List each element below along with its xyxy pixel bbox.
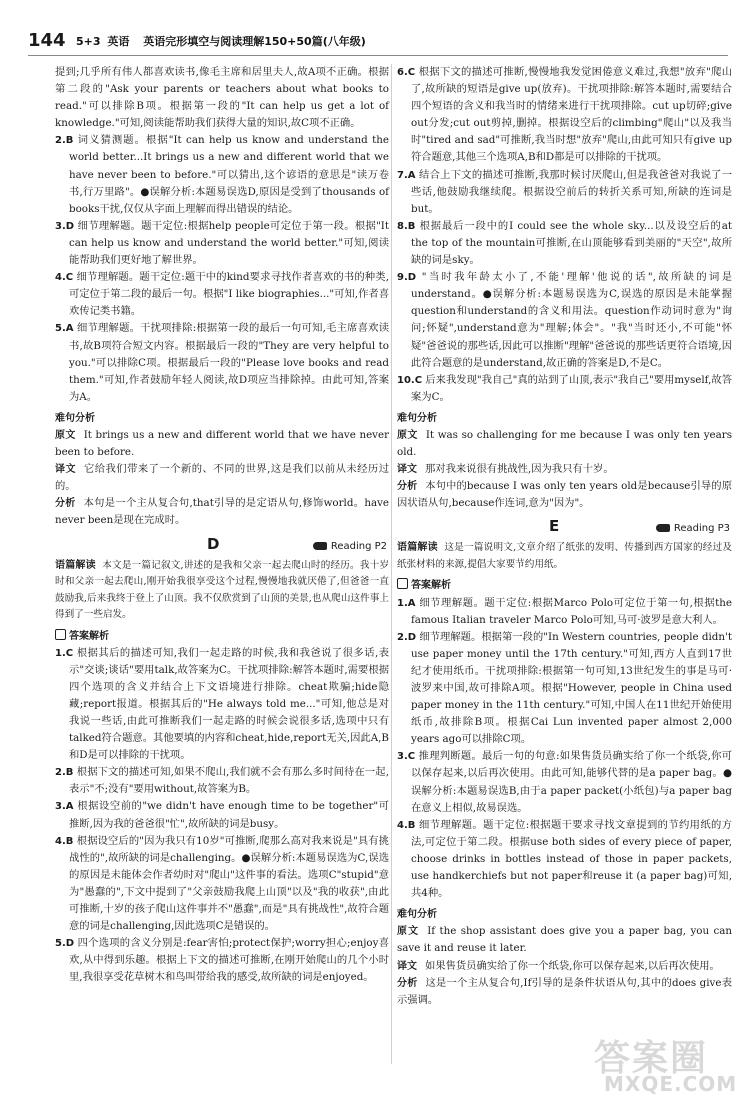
answer-text: 推理判断题。最后一句的句意:如果售货员确实给了你一个纸袋,你可以保存起来,以后再次使用。由此可知,能够代替的是a paper bag。●误解分析:本题易误选B,由于a paper packet(小纸包)与a paper bag在意义上相似,故易误选。 xyxy=(411,750,732,814)
analysis-row xyxy=(397,461,732,478)
reading-ref xyxy=(313,538,387,555)
answer-number: 4.B xyxy=(55,835,74,847)
answer-item xyxy=(397,595,732,629)
analysis-row xyxy=(55,461,389,495)
answer-item xyxy=(397,629,732,749)
answer-text: 细节理解题。题干定位:根据题干要求寻找文章提到的节约用纸的方法,可定位于第二段。根据use both sides of every piece of paper, choose drinks in bottles instead of those in paper packets, use handkerchiefs but not paper和reuse it (a paper bag)可知,共4种。 xyxy=(411,818,732,900)
answer-item xyxy=(55,218,389,269)
answer-text: "当时我年龄太小了,不能'理解'他说的话",故所缺的词是understand。●误解分析:本题易误选为C,误选的原因是未能掌握question和understand的含义和用法。question作动词时意为"询问;怀疑",understand意为"理解;体会"。"我"当时还小,不可能"怀疑"爸爸说的那些话,因此可以推断"理解"爸爸说的那些话更符合语境,因此符合题意的是understand,故正确的答案是D,不是C。 xyxy=(411,271,732,369)
answer-number: 10.C xyxy=(397,374,423,386)
analysis-row xyxy=(55,427,389,461)
answer-text: 根据下文的描述可推断,慢慢地我发觉困倦意义难过,我想"放弃"爬山了,故所缺的短语是give up(放弃)。干扰项排除:解答本题时,需要结合四个短语的含义和我当时的情绪来进行干扰项排除。cut up切碎;give out分发;cut out剪掉,删掉。根据设空后的climbing"爬山"以及我当时"tired and sad"可推断,我当时想"放弃"爬山,由此可知只有give up符合题意,其他三个选项A,B和D都是可以排除的干扰项。 xyxy=(411,66,732,164)
watermark-line-2: MXQE.COM xyxy=(604,1072,738,1096)
row-text: It was so challenging for me because I was only ten years old. xyxy=(397,428,732,459)
answer-text: 细节理解题。题干定位:根据help people可定位于第一段。根据"It can help us know and understand the world better."可知,阅读能帮助我们更好地了解世界。 xyxy=(69,219,390,267)
answer-text: 细节理解题。根据第一段的"In Western countries, people didn't use paper money until the 17th century."可知,西方人直到17世纪才使用纸币。干扰项排除:根据第一句可知,13世纪发生的事是马可·波罗来中国,故可排除A项。根据"However, people in China used paper money in the 11th century."可知,中国人在11世纪开始使用纸币,故排除B项。根据Cai Lun invented paper almost 2,000 years ago可以排除C项。 xyxy=(411,630,732,746)
passage-summary xyxy=(397,540,732,573)
analysis-row xyxy=(397,923,732,957)
analysis-row xyxy=(55,495,389,529)
answer-item xyxy=(397,167,732,218)
answer-item xyxy=(55,935,389,986)
answer-item xyxy=(55,764,389,798)
row-text: 如果售货员确实给了你一个纸袋,你可以保存起来,以后再次使用。 xyxy=(425,959,720,972)
analysis-row xyxy=(397,478,732,512)
row-text: 这是一个主从复合句,If引导的是条件状语从句,其中的does give表示强调。 xyxy=(397,976,732,1006)
answer-text: 词义猜测题。根据"It can help us know and understand the world better...It brings us a new and different world that we have never been to before."可以猜出,这个谚语的意思是"读万卷书,行万里路"。●误解分析:本题易误选D,原因是受到了thousands of books干扰,仅仅从字面上理解而得出错误的结论。 xyxy=(69,134,389,215)
header-rule xyxy=(28,55,728,56)
answer-item xyxy=(55,269,389,320)
answer-number: 2.B xyxy=(55,135,74,147)
summary-text: 这是一篇说明文,文章介绍了纸张的发明、传播到西方国家的经过及纸张材料的来源,提倡大家要节约用纸。 xyxy=(397,542,732,570)
page-header xyxy=(0,0,750,56)
book-brand xyxy=(76,33,366,49)
reading-ref-text: Reading P2 xyxy=(330,540,387,552)
key-icon xyxy=(397,578,408,589)
answer-item xyxy=(55,320,389,405)
row-label: 分析 xyxy=(397,977,418,989)
answer-text: 细节理解题。题干定位:根据Marco Polo可定位于第一句,根据the famous Italian traveler Marco Polo可知,马可·波罗是意大利人。 xyxy=(411,596,732,626)
column-divider xyxy=(391,64,392,1064)
analysis-row xyxy=(397,958,732,975)
answer-text: 根据其后的描述可知,我们一起走路的时候,我和我爸说了很多话,表示"交谈;谈话"要用talk,故答案为C。干扰项排除:解答本题时,需要根据四个选项的含义并结合上下文语境进行排除。cheat欺骗;hide隐藏;report报道。根据其后的"He always told me..."可知,他总是对我说一些话,由此可推断我们一起走路的时候会说很多话,选项中只有talked符合题意。其他要填的内容和cheat,hide,report无关,因此A,B和D是可以排除的干扰项。 xyxy=(69,646,389,762)
row-label: 译文 xyxy=(397,464,417,476)
section-letter: D xyxy=(207,534,220,553)
summary-text: 本文是一篇记叙文,讲述的是我和父亲一起去爬山时的经历。我十岁时和父亲一起去爬山,刚开始我很享受这个过程,慢慢地我就厌倦了,但爸爸一直鼓励我,后来我终于登上了山顶。我不仅欣赏到了山顶的美景,也从爬山这件事上得到了一些启发。 xyxy=(55,559,389,621)
answer-item xyxy=(55,798,389,832)
answer-text: 根据最后一段中的I could see the whole sky...以及设空后的at the top of the mountain可推断,在山顶能够看到美丽的"天空",故所缺的词是sky。 xyxy=(411,219,732,267)
reading-ref xyxy=(656,520,730,537)
answer-number: 3.D xyxy=(55,220,75,232)
answer-number: 6.C xyxy=(397,67,416,78)
row-text: If the shop assistant does give you a paper bag, you can save it and reuse it later. xyxy=(397,925,733,955)
row-text: It brings us a new and different world that we have never been to before. xyxy=(55,428,390,459)
section-e-title xyxy=(397,518,732,538)
row-text: 本句中的because I was only ten years old是because引导的原因状语从句,because作连词,意为"因为"。 xyxy=(397,480,732,510)
pointing-hand-icon xyxy=(313,542,327,550)
row-label: 原文 xyxy=(397,429,418,441)
row-text: 那对我来说很有挑战性,因为我只有十岁。 xyxy=(425,463,614,476)
answer-analysis-label: 答案解析 xyxy=(69,630,109,642)
brand-logo: 5+3 xyxy=(76,35,101,48)
answer-item xyxy=(397,817,732,902)
answers-c-list xyxy=(55,132,389,406)
row-label: 分析 xyxy=(397,481,418,493)
answer-number: 1.A xyxy=(397,597,416,609)
answer-number: 1.C xyxy=(55,647,74,659)
row-label: 原文 xyxy=(55,429,76,441)
answer-number: 4.B xyxy=(397,819,416,831)
row-text: 本句是一个主从复合句,that引导的是定语从句,修饰world。have never been是现在完成时。 xyxy=(55,497,390,527)
answer-number: 5.D xyxy=(55,938,75,950)
answer-analysis-heading xyxy=(397,577,732,594)
answer-number: 9.D xyxy=(397,272,417,284)
section-letter: E xyxy=(549,517,560,536)
right-column xyxy=(397,64,732,1009)
key-icon xyxy=(55,629,66,640)
answer-item xyxy=(55,132,389,217)
answer-item xyxy=(397,218,732,269)
row-label: 原文 xyxy=(397,926,420,938)
answer-text: 细节理解题。干扰项排除:根据第一段的最后一句可知,毛主席喜欢读书,故B项符合短文内容。根据最后一段的"They are very helpful to you."可以排除C项。根据最后一段的"Please love books and read them."可知,作者鼓励年轻人阅读,故D项应当排除掉。由此可知,答案为A。 xyxy=(69,322,389,403)
summary-label: 语篇解读 xyxy=(55,559,96,571)
difficult-sentence-heading: 难句分析 xyxy=(397,412,437,424)
continued-text: 提到;几乎所有伟人都喜欢读书,像毛主席和居里夫人,故A项不正确。根据第二段的"Ask your parents or teachers about what books to read."可以排除B项。根据第一段的"It can help us get a lot of knowledge."可知,阅读能帮助我们获得大量的知识,故C项不正确。 xyxy=(55,66,389,130)
answer-text: 根据设空前的"we didn't have enough time to be together"可推断,因为我的爸爸很"忙",故所缺的词是busy。 xyxy=(69,800,389,830)
difficult-sentence-heading: 难句分析 xyxy=(55,412,95,424)
answer-text: 细节理解题。题干定位:题干中的kind要求寻找作者喜欢的书的种类,可定位于第二段的最后一句。根据"I like biographies..."可知,作者喜欢传记类书籍。 xyxy=(69,271,389,318)
watermark-line-1: 答案圈 xyxy=(594,1038,709,1079)
pointing-hand-icon xyxy=(656,524,670,532)
summary-label: 语篇解读 xyxy=(397,542,438,554)
answer-item xyxy=(397,64,732,167)
answer-item xyxy=(397,372,732,406)
answer-number: 5.A xyxy=(55,323,74,335)
analysis-row xyxy=(397,427,732,461)
passage-summary xyxy=(55,558,389,624)
answer-text: 后来我发现"我自己"真的站到了山顶,表示"我自己"要用myself,故答案为C。 xyxy=(411,373,733,403)
answer-number: 8.B xyxy=(397,220,416,232)
answer-number: 3.A xyxy=(55,801,74,813)
row-label: 译文 xyxy=(397,960,417,972)
row-label: 译文 xyxy=(55,464,76,476)
answer-item xyxy=(55,645,389,765)
answer-text: 四个选项的含义分别是:fear害怕;protect保护;worry担心;enjoy喜欢,从中得到乐趣。根据上下文的描述可推断,在刚开始爬山的几个小时里,我很享受花草树木和鸟叫带给我的感受,故所缺的词是enjoyed。 xyxy=(69,937,389,984)
analysis-row xyxy=(397,975,732,1009)
answer-item xyxy=(397,269,732,372)
answer-text: 结合上下文的描述可推断,我那时候讨厌爬山,但是我爸爸对我说了一些话,他鼓励我继续爬。根据设空前后的转折关系可知,所缺的连词是but。 xyxy=(411,168,733,215)
answer-item xyxy=(55,833,389,936)
answer-text: 根据设空后的"因为我只有10岁"可推断,爬那么高对我来说是"具有挑战性的",故所缺的词是challenging。●误解分析:本题易误选为C,误选的原因是未能体会作者幼时对"爬山"这件事的看法。选项C"stupid"意为"愚蠢的",下文中提到了"父亲鼓励我爬上山顶"以及"我的收获",由此可推断,十岁的孩子爬山这件事并不"愚蠢",而是"具有挑战性",故符合题意的词是challenging,因此选项C是错误的。 xyxy=(69,834,389,933)
answer-number: 4.C xyxy=(55,272,74,284)
section-d-title xyxy=(55,536,389,556)
left-column xyxy=(55,64,389,987)
answer-text: 根据下文的描述可知,如果不爬山,我们就不会有那么多时间待在一起,表示"不;没有"要用without,故答案为B。 xyxy=(69,766,389,796)
answer-analysis-heading xyxy=(55,628,389,645)
answer-item xyxy=(397,748,732,816)
answer-number: 2.D xyxy=(397,631,417,643)
row-text: 它给我们带来了一个新的、不同的世界,这是我们以前从未经历过的。 xyxy=(55,463,389,493)
site-watermark xyxy=(586,1030,736,1096)
difficult-sentence-heading: 难句分析 xyxy=(397,909,437,921)
answer-analysis-label: 答案解析 xyxy=(411,580,451,592)
row-label: 分析 xyxy=(55,498,76,510)
reading-ref-text: Reading P3 xyxy=(673,523,730,535)
book-title: 英语完形填空与阅读理解150+50篇(八年级) xyxy=(143,35,366,48)
brand-subject: 英语 xyxy=(107,35,130,48)
answer-number: 3.C xyxy=(397,751,416,763)
answer-number: 7.A xyxy=(397,169,416,181)
page-number: 144 xyxy=(28,30,66,51)
answer-number: 2.B xyxy=(55,767,74,779)
